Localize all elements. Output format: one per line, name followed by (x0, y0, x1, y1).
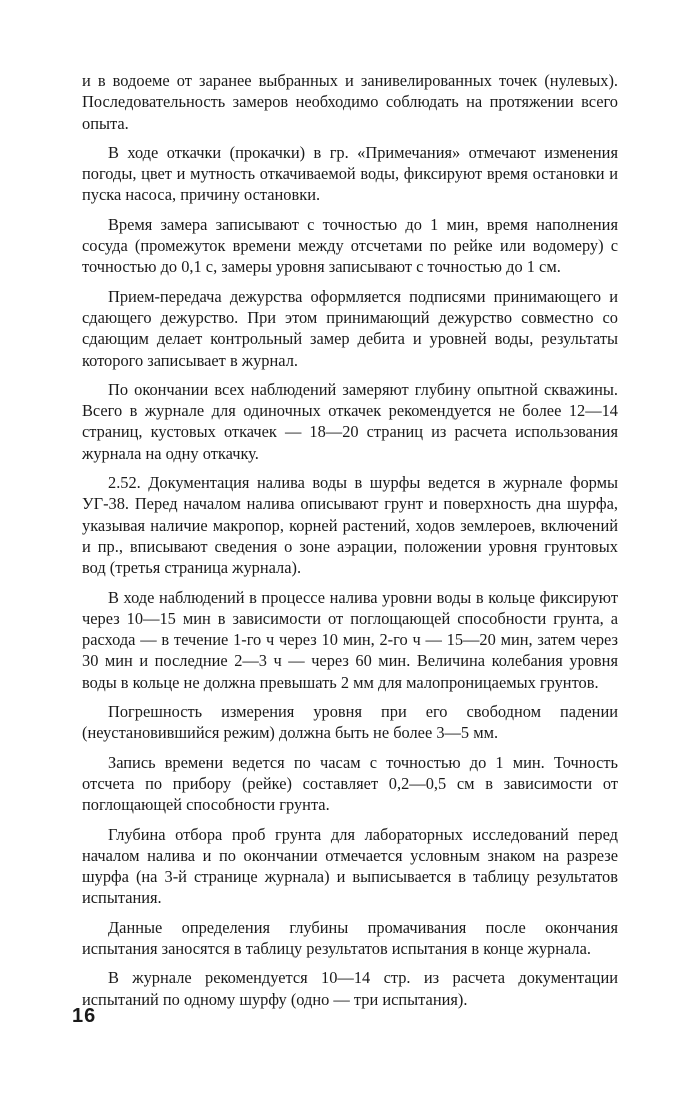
paragraph-continuation: и в водоеме от заранее выбранных и занивелированных точек (нулевых). Последовательность замеров необходимо соблюдать на протяжении всего опыта. (82, 71, 618, 133)
paragraph-level-error: Погрешность измерения уровня при его свободном падении (неустановившийся режим) должна быть не более 3—5 мм. (82, 702, 618, 743)
paragraph-sampling-depth: Глубина отбора проб грунта для лабораторных исследований перед началом налива и по окончании отмечается условным знаком на разрезе шурфа (на 3-й странице журнала) и выписывается в таблицу результатов испытания. (82, 824, 618, 908)
paragraph-time-recording: Запись времени ведется по часам с точностью до 1 мин. Точность отсчета по прибору (рейке) составляет 0,2—0,5 см в зависимости от поглощающей способности грунта. (82, 752, 618, 815)
page-body (82, 70, 618, 1018)
paragraph-section-2-52: 2.52. Документация налива воды в шурфы ведется в журнале формы УГ-38. Перед началом налива описывают грунт и поверхность дна шурфа, указывая наличие макропор, корней растений, ходов землероев, включений и пр., вписывают сведения о зоне аэрации, положении уровня грунтовых вод (третья страница журнала). (82, 473, 618, 578)
paragraph-measurement-time: Время замера записывают с точностью до 1 мин, время наполнения сосуда (промежуток времени между отсчетами по рейке или водомеру) с точностью до 0,1 с, замеры уровня записывают с точностью до 1 см. (82, 214, 618, 277)
paragraph-infiltration-observations: В ходе наблюдений в процессе налива уровни воды в кольце фиксируют через 10—15 мин в зависимости от поглощающей способности грунта, а расхода — в течение 1-го ч через 10 мин, 2-го ч — 15—20 мин, затем через 30 мин и последние 2—3 ч — через 60 мин. Величина колебания уровня воды в кольце не должна превышать 2 мм для малопроницаемых грунтов. (82, 587, 618, 692)
page-number: 16 (72, 1005, 97, 1027)
paragraph-wetting-depth: Данные определения глубины промачивания после окончания испытания заносятся в таблицу результатов испытания в конце журнала. (82, 917, 618, 958)
paragraph-duty-handover: Прием-передача дежурства оформляется подписями принимающего и сдающего дежурство. При этом принимающий дежурство совместно со сдающим делает контрольный замер дебита и уровней воды, результаты которого записывает в журнал. (82, 286, 618, 370)
paragraph-pumping-notes: В ходе откачки (прокачки) в гр. «Примечания» отмечают изменения погоды, цвет и мутность откачиваемой воды, фиксируют время остановки и пуска насоса, причину остановки. (82, 142, 618, 205)
paragraph-journal-pages: В журнале рекомендуется 10—14 стр. из расчета документации испытаний по одному шурфу (одно — три испытания). (82, 968, 618, 1009)
paragraph-well-depth: По окончании всех наблюдений замеряют глубину опытной скважины. Всего в журнале для одиночных откачек рекомендуется не более 12—14 страниц, кустовых откачек — 18—20 страниц из расчета использования журнала на одну откачку. (82, 379, 618, 463)
